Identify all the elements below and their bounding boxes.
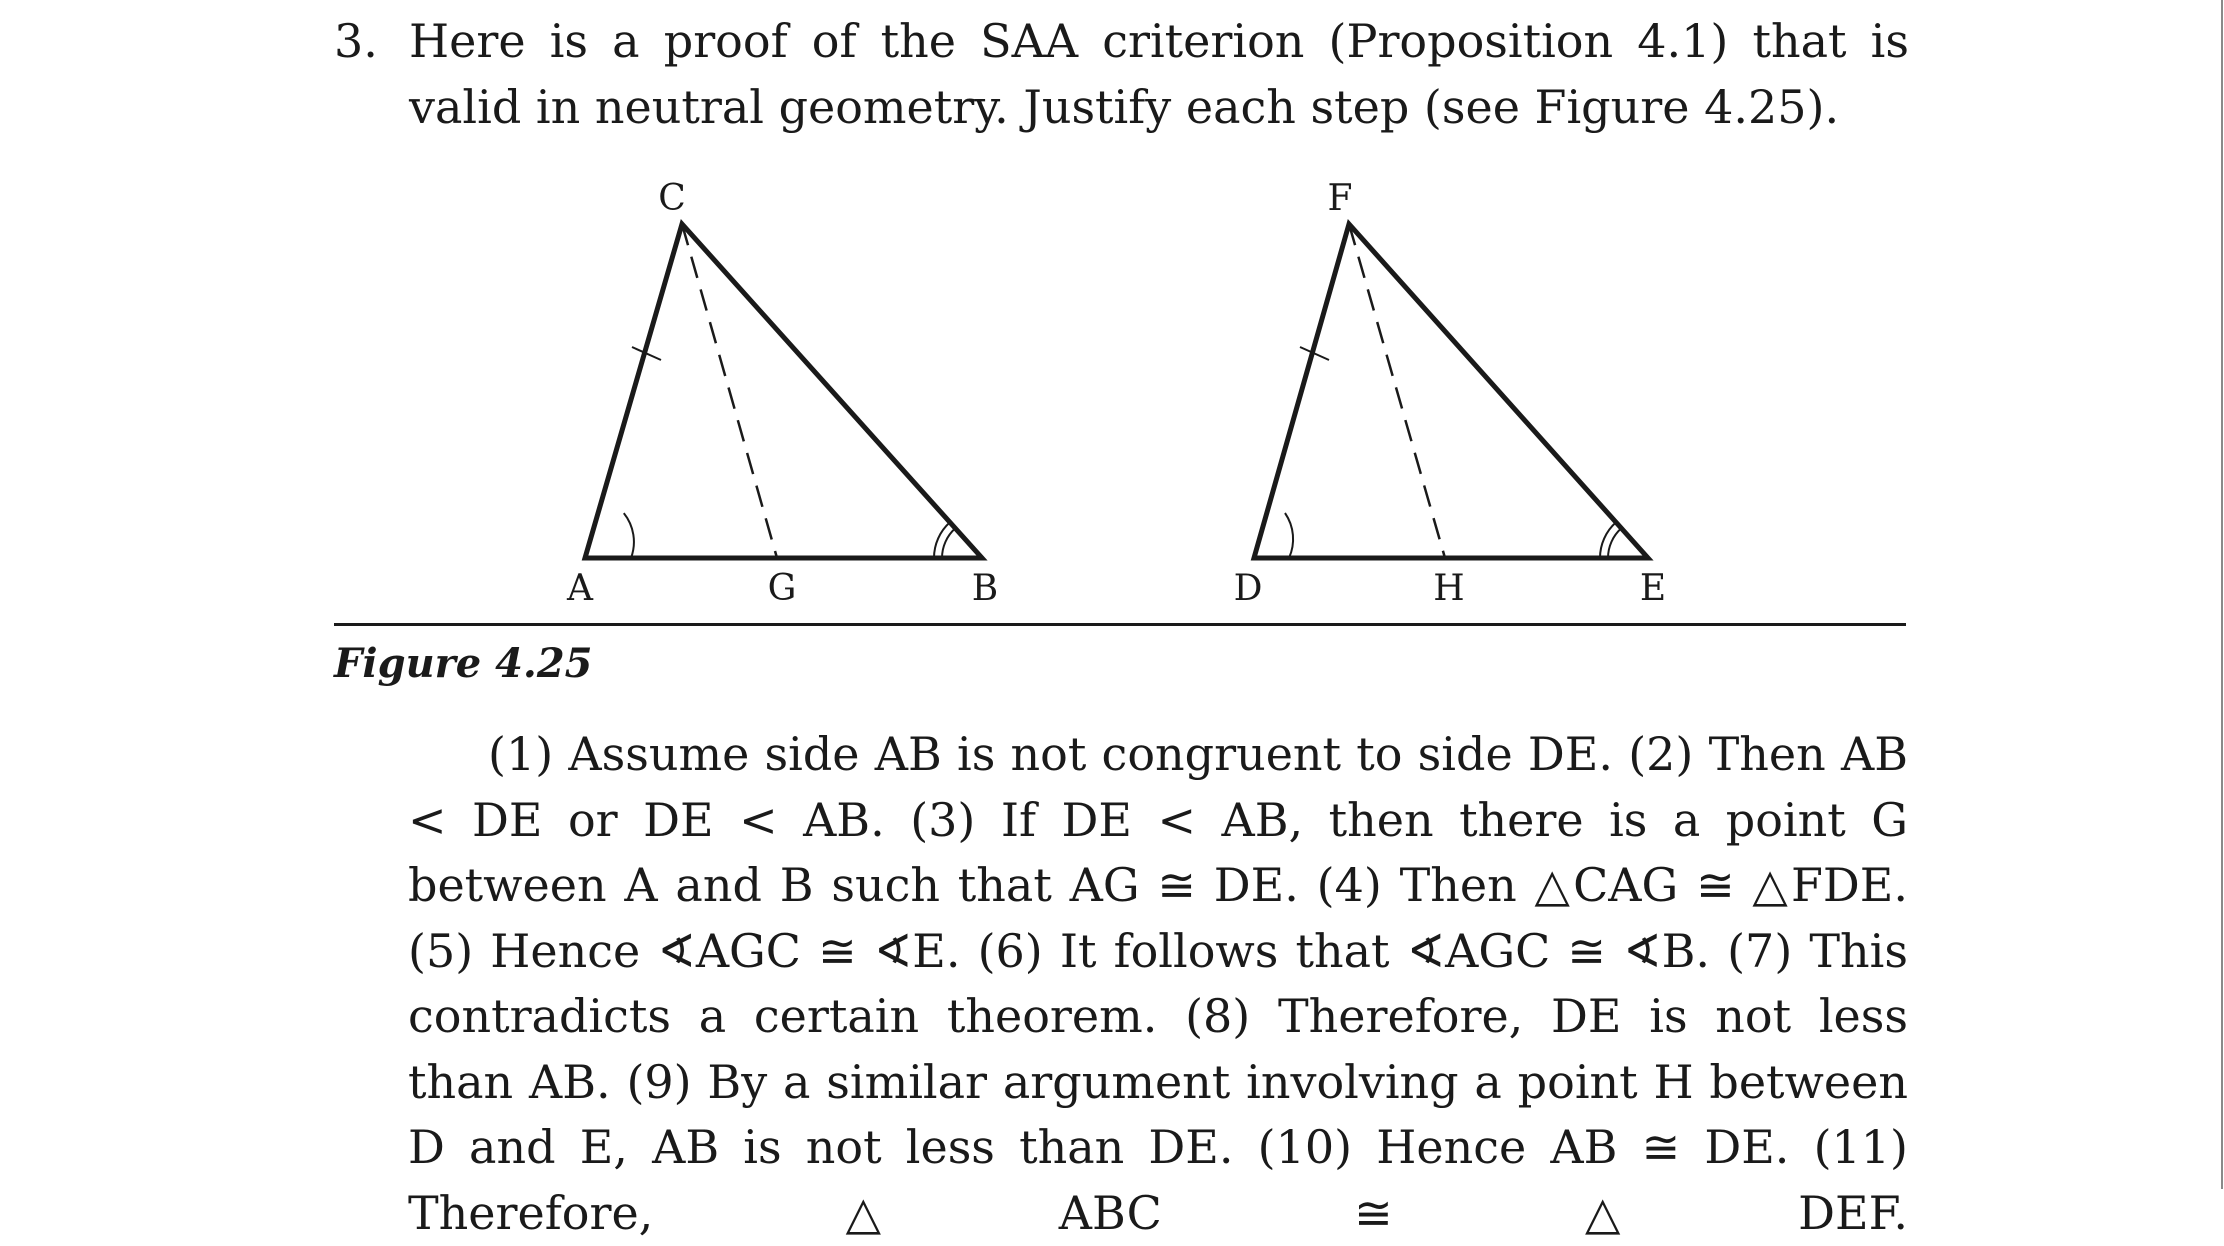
- angle-arc-a: [624, 513, 634, 558]
- angle-arc-b-inner: [942, 528, 955, 558]
- label-f: F: [1327, 178, 1353, 219]
- triangle-abc-sides: [585, 224, 982, 558]
- label-c: C: [658, 178, 686, 219]
- triangle-def: [1234, 178, 1667, 609]
- figure-caption: Figure 4.25: [334, 640, 593, 687]
- label-g: G: [767, 568, 797, 609]
- triangle-def-sides: [1254, 224, 1648, 558]
- label-e: E: [1639, 568, 1667, 609]
- angle-arc-d: [1285, 513, 1293, 558]
- proof-paragraph: (1) Assume side AB is not congruent to side DE. (2) Then AB < DE or DE < AB. (3) If DE < AB, then there is a point G between A and B such that AG ≅ DE. (4) Then △CAG ≅ △FDE. (5) Hence ∢AGC ≅ ∢E. (6) It follows that ∢AGC ≅ ∢B. (7) This contradicts a certain theorem. (8) Therefore, DE is not less than AB. (9) By a similar argument involving a point H between D and E, AB is not less than DE. (10) Hence AB ≅ DE. (11) Therefore, △ABC ≅ △DEF.: [408, 727, 1908, 1240]
- triangle-abc: [566, 178, 998, 609]
- problem-text: Here is a proof of the SAA criterion (Proposition 4.1) that is valid in neutral geometry. Justify each step (see Figure 4.25).: [409, 14, 1909, 134]
- figure-rule: [334, 623, 1906, 626]
- label-a: A: [567, 568, 593, 609]
- angle-arc-e-inner: [1608, 528, 1621, 558]
- problem-number: 3.: [334, 14, 378, 68]
- label-b: B: [971, 568, 999, 609]
- label-d: D: [1233, 568, 1263, 609]
- label-h: H: [1433, 568, 1465, 609]
